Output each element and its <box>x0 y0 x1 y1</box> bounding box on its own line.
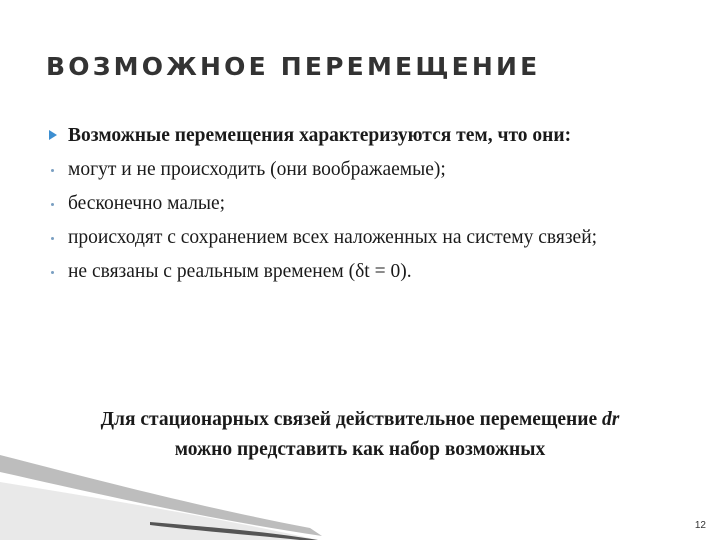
dot-bullet-icon <box>51 237 54 240</box>
bullet-list <box>48 122 648 286</box>
bullet-text: не связаны с реальным временем (δt = 0). <box>68 261 412 282</box>
bullet-text: могут и не происходить (они воображаемые); <box>68 159 446 180</box>
conclusion-text-before: Для стационарных связей действительное перемещение <box>100 409 603 430</box>
bullet-text: происходят с сохранением всех наложенных на систему связей; <box>68 227 598 248</box>
page-number: 12 <box>694 520 706 531</box>
bullet-main <box>48 122 648 150</box>
slide-title: ВОЗМОЖНОЕ ПЕРЕМЕЩЕНИЕ <box>46 52 541 81</box>
conclusion-text-after: можно представить как набор возможных <box>174 439 546 460</box>
conclusion-text <box>80 405 640 465</box>
bullet-item <box>48 258 648 286</box>
bullet-item <box>48 224 648 252</box>
bullet-text: Возможные перемещения характеризуются тем, что они: <box>68 125 572 146</box>
bullet-item <box>48 156 648 184</box>
bullet-item <box>48 190 648 218</box>
triangle-bullet-icon <box>49 130 57 140</box>
bullet-text: бесконечно малые; <box>68 193 226 214</box>
dot-bullet-icon <box>51 271 54 274</box>
dot-bullet-icon <box>51 169 54 172</box>
dr-symbol: dr <box>602 409 620 430</box>
dot-bullet-icon <box>51 203 54 206</box>
